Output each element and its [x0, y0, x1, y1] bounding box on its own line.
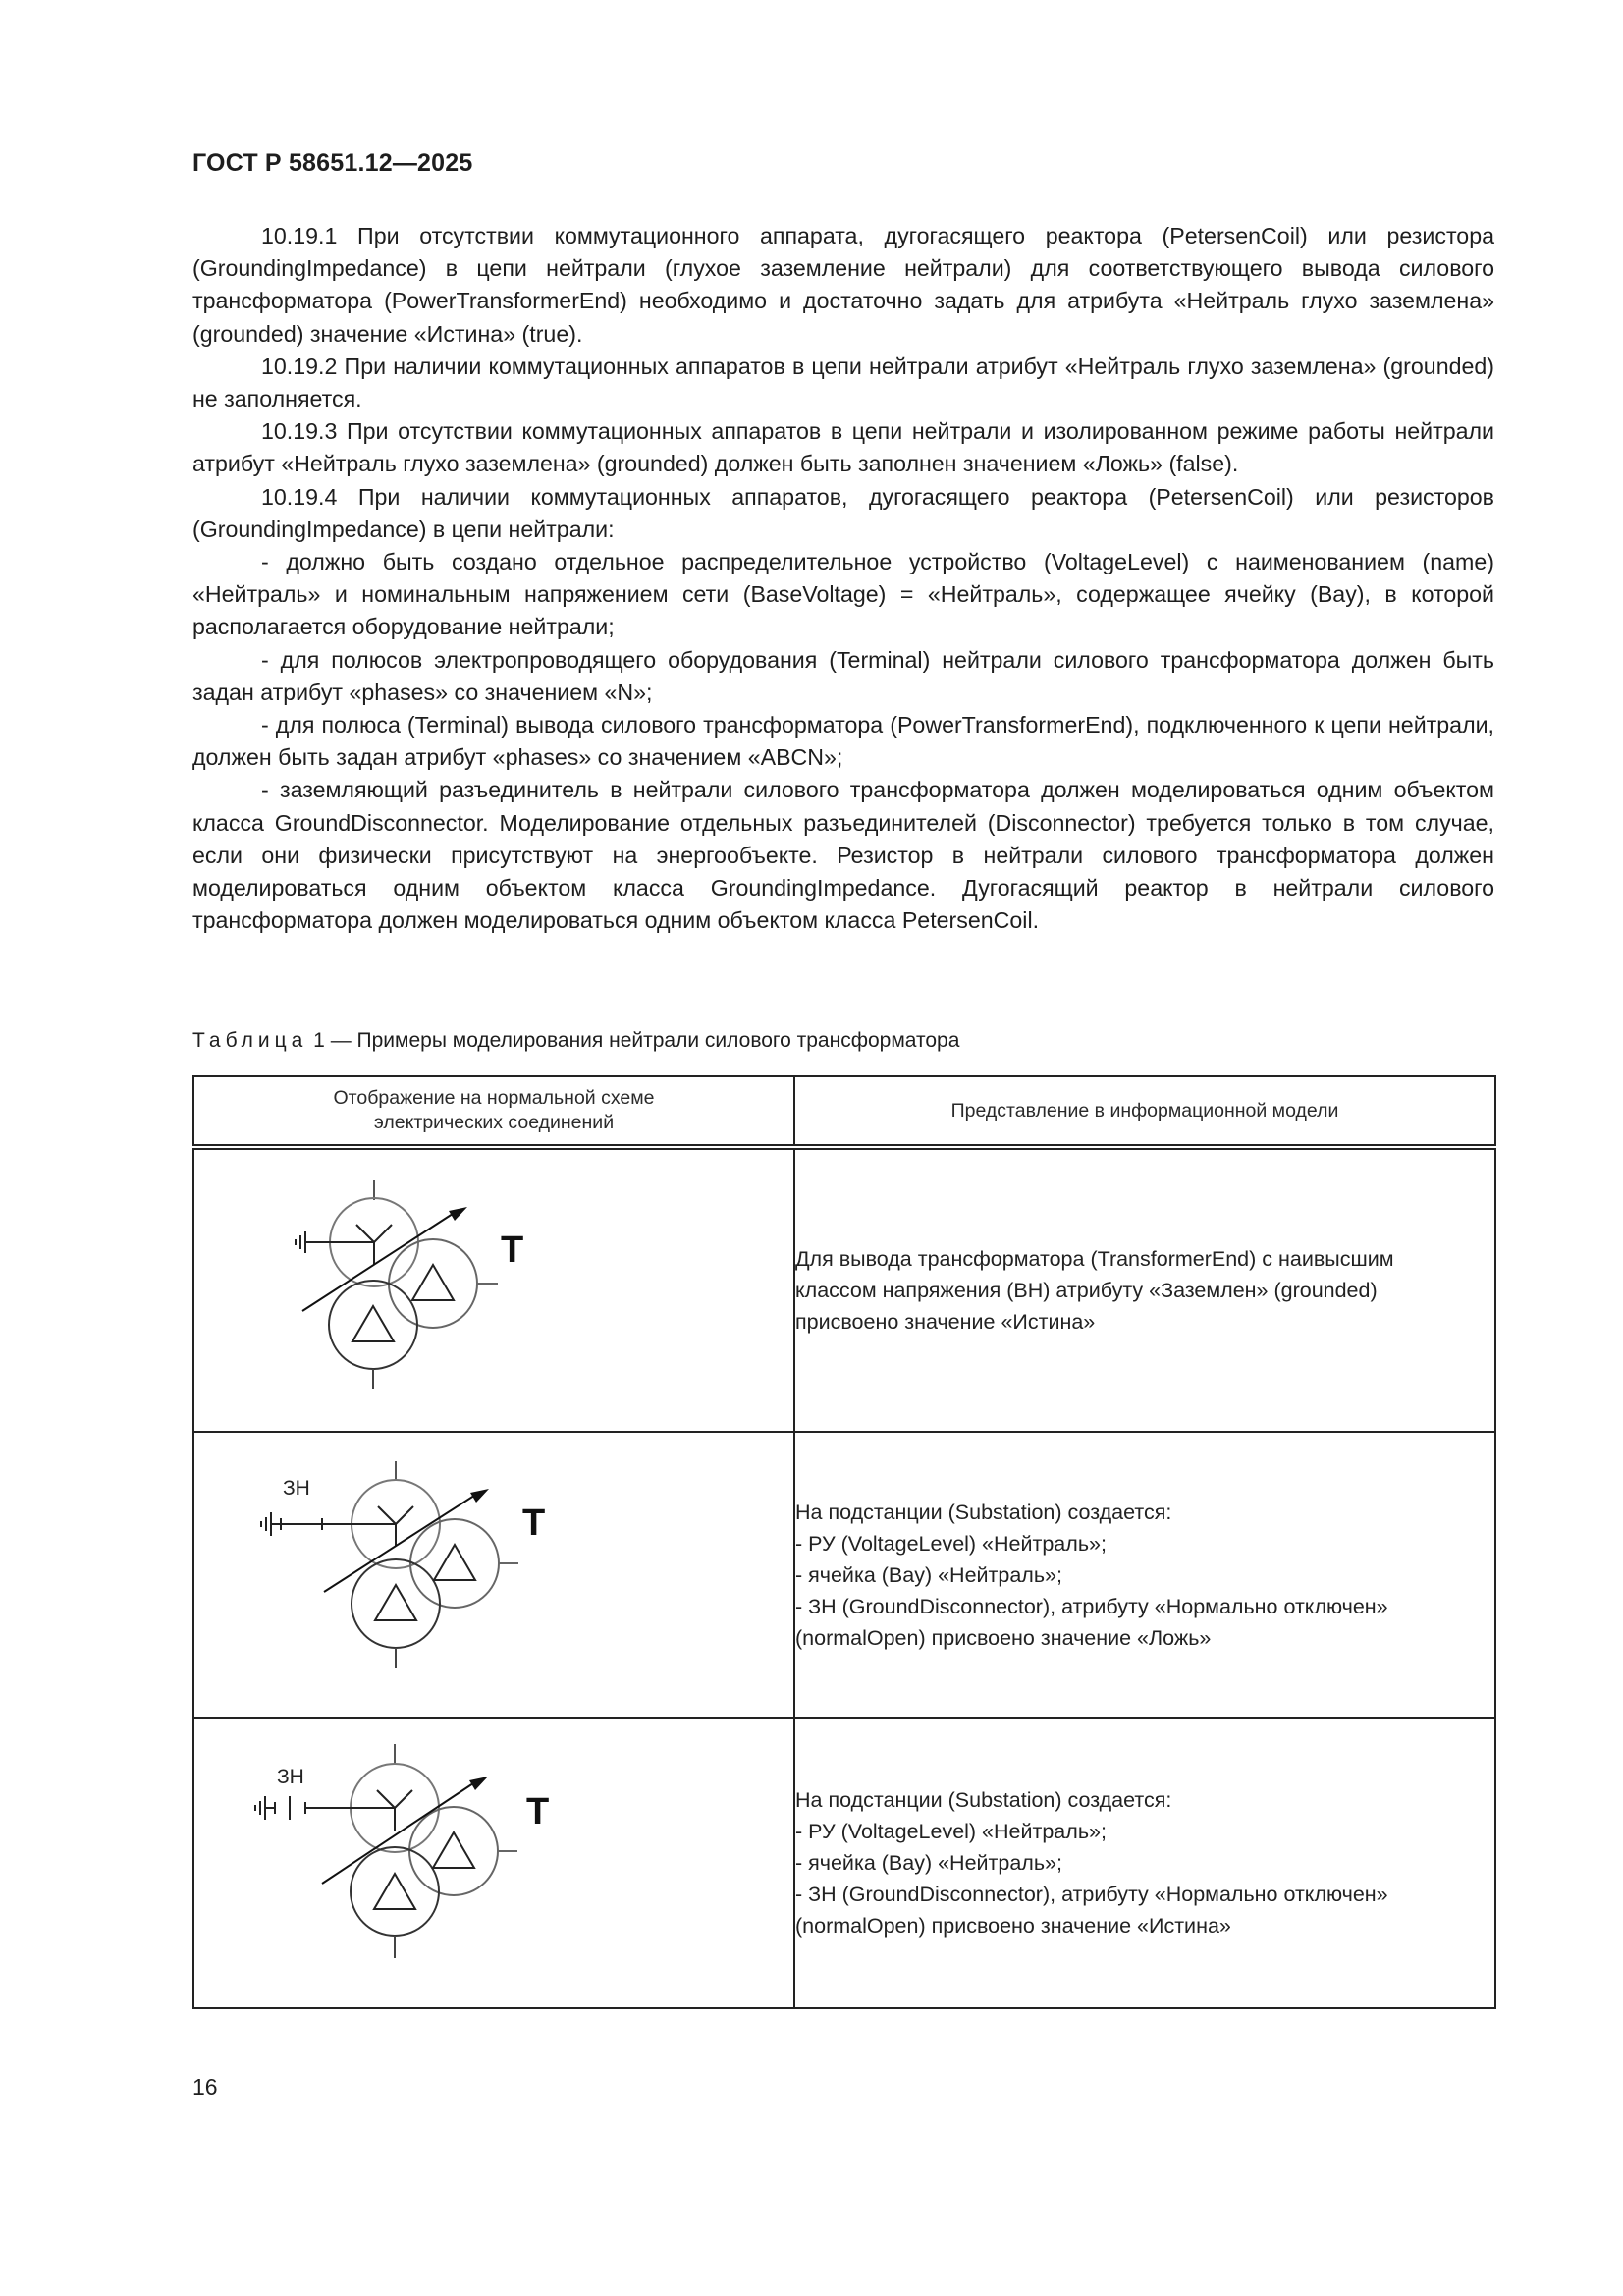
table-caption-prefix: Таблица — [192, 1029, 308, 1052]
list-item: - для полюса (Terminal) вывода силового трансформатора (PowerTransformerEnd), подключенного к цепи нейтрали, должен быть задан атрибут «phases» со значением «ABCN»; — [192, 712, 1494, 771]
page-number: 16 — [192, 2074, 218, 2100]
list-item: - РУ (VoltageLevel) «Нейтраль»; — [795, 1531, 1107, 1556]
list-item: - ЗН (GroundDisconnector), атрибуту «Нормально отключен» (normalOpen) присвоено значение «Ложь» — [795, 1594, 1388, 1650]
description-intro: На подстанции (Substation) создается: — [795, 1500, 1172, 1524]
column-header-diagram — [193, 1076, 794, 1147]
ground-switch-label: ЗН — [277, 1766, 304, 1788]
description-cell — [794, 1432, 1495, 1718]
table-caption — [192, 1029, 959, 1053]
table-row — [193, 1718, 1495, 2008]
column-header-diagram-label: Отображение на нормальной схеме электрических соединений — [333, 1087, 655, 1133]
table-header-row — [193, 1076, 1495, 1147]
transformer-ground-switch-open-diagram — [194, 1720, 791, 2006]
description-list — [795, 1528, 1494, 1654]
paragraph-10-19-4: 10.19.4 При наличии коммутационных аппаратов, дугогасящего реактора (PetersenCoil) или резисторов (GroundingImpedance) в цепи нейтрали: — [192, 483, 1494, 542]
table-caption-title: 1 — Примеры моделирования нейтрали силового трансформатора — [307, 1029, 960, 1052]
transformer-ground-switch-closed-diagram — [194, 1434, 791, 1716]
description-list — [795, 1816, 1494, 1941]
list-item: - для полюсов электропроводящего оборудования (Terminal) нейтрали силового трансформатора должен быть задан атрибут «phases» со значением «N»; — [192, 646, 1494, 705]
column-header-model: Представление в информационной модели — [794, 1076, 1495, 1147]
ground-switch-label: ЗН — [283, 1477, 310, 1500]
transformer-label: Т — [522, 1503, 546, 1544]
body-text — [192, 220, 1494, 937]
transformer-solid-ground-diagram — [194, 1151, 791, 1430]
arrow-head-icon — [469, 1777, 488, 1790]
document-header: ГОСТ Р 58651.12—2025 — [192, 149, 473, 177]
list-item: - РУ (VoltageLevel) «Нейтраль»; — [795, 1820, 1107, 1843]
description-text: Для вывода трансформатора (TransformerEnd) с наивысшим классом напряжения (ВН) атрибуту «Заземлен» (grounded) присвоено значение «Истина» — [795, 1247, 1394, 1334]
paragraph-10-19-3: 10.19.3 При отсутствии коммутационных аппаратов в цепи нейтрали и изолированном режиме работы нейтрали атрибут «Нейтраль глухо заземлена» (grounded) должен быть заполнен значением «Ложь» (false). — [192, 418, 1494, 477]
description-cell — [794, 1718, 1495, 2008]
diagram-cell — [193, 1432, 794, 1718]
table-row — [193, 1432, 1495, 1718]
list-item: - ячейка (Bay) «Нейтраль»; — [795, 1562, 1062, 1587]
table-row — [193, 1147, 1495, 1432]
paragraph-10-19-1: 10.19.1 При отсутствии коммутационного аппарата, дугогасящего реактора (PetersenCoil) или резистора (GroundingImpedance) в цепи нейтрали (глухое заземление нейтрали) для соответствующего вывода силового трансформатора (PowerTransformerEnd) необходимо и достаточно задать для атрибута «Нейтраль глухо заземлена» (grounded) значение «Истина» (true). — [192, 223, 1494, 347]
paragraph-10-19-2: 10.19.2 При наличии коммутационных аппаратов в цепи нейтрали атрибут «Нейтраль глухо заземлена» (grounded) не заполняется. — [192, 353, 1494, 412]
list-item: - заземляющий разъединитель в нейтрали силового трансформатора должен моделироваться одним объектом класса GroundDisconnector. Моделирование отдельных разъединителей (Disconnector) требуется только в том случае, если они физически присутствуют на энергообъекте. Резистор в нейтрали силового трансформатора должен моделироваться одним объектом класса GroundingImpedance. Дугогасящий реактор в нейтрали силового трансформатора должен моделироваться одним объектом класса PetersenCoil. — [192, 777, 1494, 934]
diagram-cell — [193, 1147, 794, 1432]
arrow-head-icon — [449, 1207, 467, 1221]
transformer-label: Т — [526, 1791, 550, 1832]
list-item: - ЗН (GroundDisconnector), атрибуту «Нормально отключен» (normalOpen) присвоено значение «Истина» — [795, 1883, 1388, 1938]
transformer-label: Т — [501, 1230, 524, 1271]
description-intro: На подстанции (Substation) создается: — [795, 1788, 1172, 1812]
description-cell — [794, 1147, 1495, 1432]
list-item: - должно быть создано отдельное распределительное устройство (VoltageLevel) с наименованием (name) «Нейтраль» и номинальным напряжением сети (BaseVoltage) = «Нейтраль», содержащее ячейку (Bay), в которой располагается оборудование нейтрали; — [192, 549, 1494, 640]
list-item: - ячейка (Bay) «Нейтраль»; — [795, 1851, 1062, 1875]
neutral-modeling-table — [192, 1075, 1496, 2009]
arrow-head-icon — [470, 1489, 489, 1503]
diagram-cell — [193, 1718, 794, 2008]
